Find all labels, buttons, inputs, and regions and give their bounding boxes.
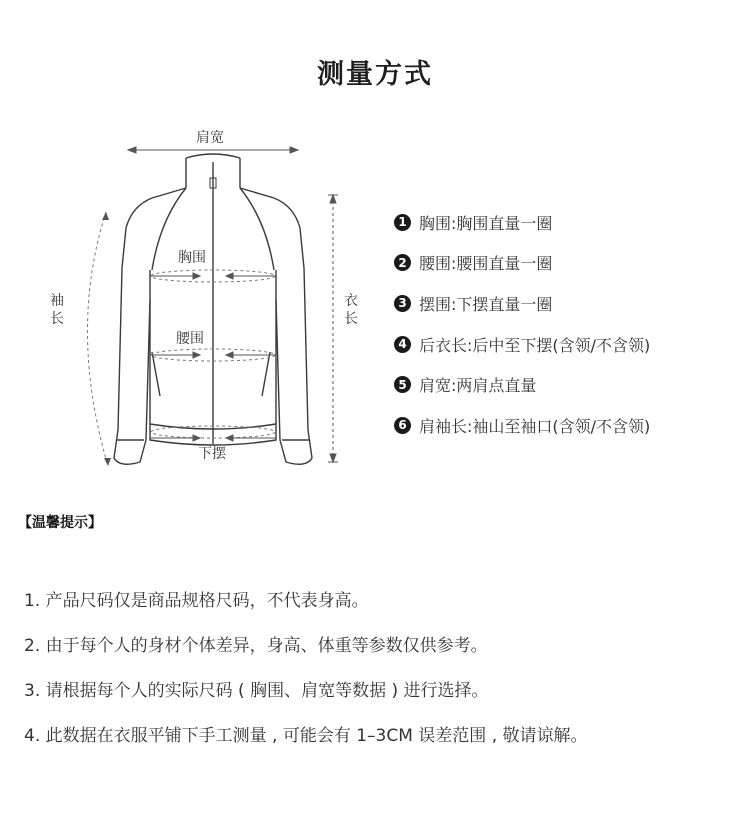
chest-label: 胸围	[178, 250, 206, 266]
legend-text: 肩袖长:袖山至袖口(含领/不含领)	[419, 416, 651, 436]
length-arrow	[328, 195, 338, 462]
sleeve-arrow-bottom	[104, 458, 111, 466]
legend-item-sleeve	[394, 405, 650, 446]
legend-text: 摆围:下摆直量一圈	[419, 294, 553, 314]
jacket-measurement-diagram	[0, 120, 380, 480]
legend-text: 腰围:腰围直量一圈	[419, 254, 553, 274]
legend-item-shoulder	[394, 364, 650, 405]
hem-label: 下摆	[198, 446, 226, 462]
legend-item-waist	[394, 243, 650, 284]
tip-item: 2. 由于每个人的身材个体差异，身高、体重等参数仅供参考。	[24, 636, 488, 656]
legend-text: 后衣长:后中至下摆(含领/不含领)	[419, 335, 651, 355]
number-badge-icon: 3	[394, 295, 411, 312]
sleeve-label-2: 长	[50, 311, 64, 327]
legend-item-hem	[394, 283, 650, 324]
sleeve-label-1: 袖	[50, 293, 64, 309]
shoulder-label: 肩宽	[196, 130, 224, 146]
legend-text: 胸围:胸围直量一圈	[419, 213, 553, 233]
waist-label: 腰围	[176, 331, 204, 347]
tip-item: 3. 请根据每个人的实际尺码 ( 胸围、肩宽等数据 ) 进行选择。	[24, 681, 489, 701]
number-badge-icon: 1	[394, 214, 411, 231]
number-badge-icon: 4	[394, 336, 411, 353]
number-badge-icon: 6	[394, 417, 411, 434]
number-badge-icon: 5	[394, 376, 411, 393]
shoulder-arrow	[128, 147, 298, 153]
legend-item-back-length	[394, 324, 650, 365]
legend-text: 肩宽:两肩点直量	[419, 376, 537, 396]
number-badge-icon: 2	[394, 254, 411, 271]
measurement-legend	[394, 202, 650, 446]
tips-list	[24, 586, 588, 766]
length-label-2: 长	[344, 311, 358, 327]
length-label-1: 衣	[344, 293, 358, 309]
page-title: 测量方式	[317, 59, 433, 90]
sleeve-arc	[87, 212, 108, 466]
sleeve-arrow-top	[102, 212, 109, 220]
tips-heading: 【温馨提示】	[18, 515, 102, 531]
tip-item: 4. 此数据在衣服平铺下手工测量 , 可能会有 1–3CM 误差范围 , 敬请谅解。	[24, 726, 588, 746]
legend-item-chest	[394, 202, 650, 243]
tip-item: 1. 产品尺码仅是商品规格尺码，不代表身高。	[24, 591, 369, 611]
